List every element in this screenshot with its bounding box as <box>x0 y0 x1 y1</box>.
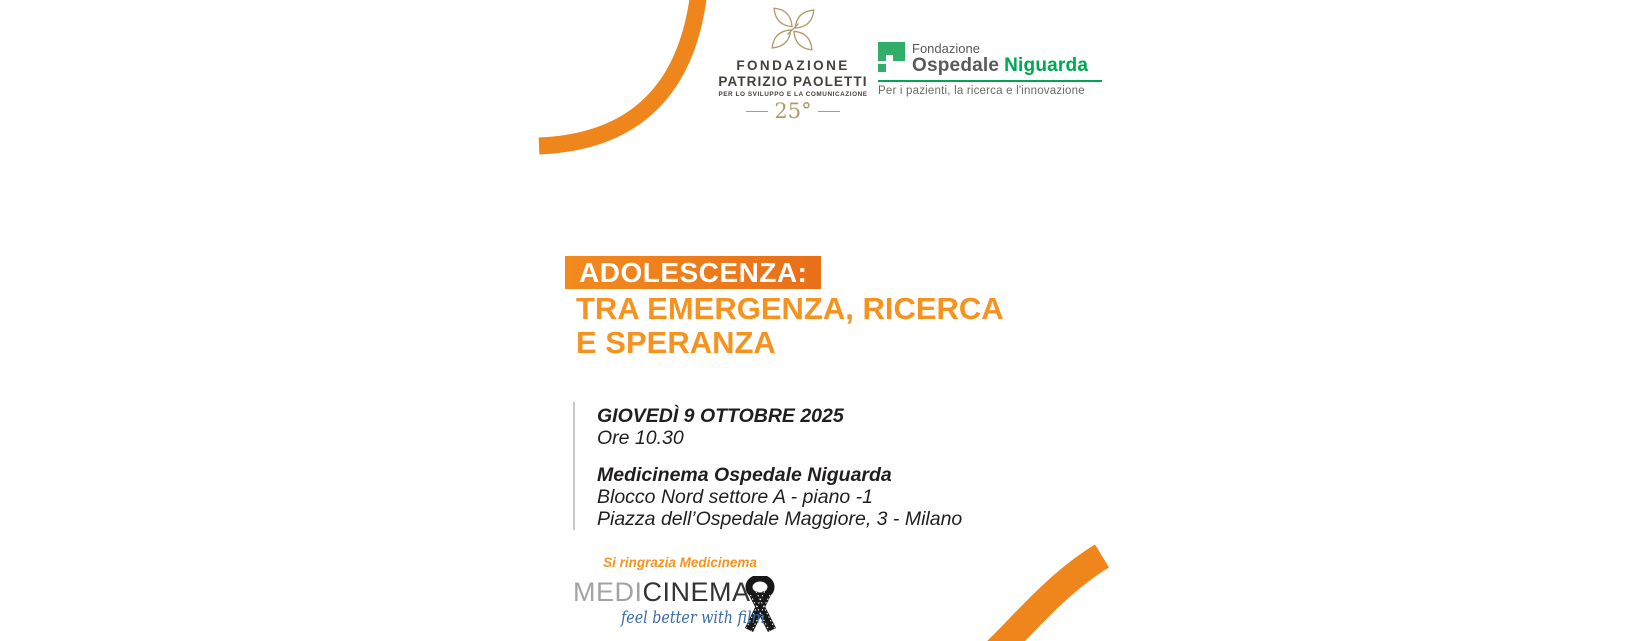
paoletti-pinwheel-icon <box>768 5 818 53</box>
anniversary-number: 25° <box>774 99 812 123</box>
event-date: GIOVEDÌ 9 OTTOBRE 2025 <box>597 405 844 427</box>
niguarda-name-green: Niguarda <box>1004 55 1089 76</box>
medicinema-wordmark-dark: CINEMA <box>642 577 751 607</box>
niguarda-divider <box>878 80 1102 82</box>
medicinema-tagline: feel better with film <box>621 608 766 628</box>
event-address-line1: Blocco Nord settore A - piano -1 <box>597 486 874 508</box>
title-highlight-text: ADOLESCENZA: <box>579 257 808 288</box>
event-time: Ore 10.30 <box>597 427 684 449</box>
anniversary-dash-left <box>746 111 768 112</box>
fondazione-niguarda-logo <box>878 42 1102 97</box>
thanks-note: Si ringrazia Medicinema <box>603 555 757 570</box>
niguarda-name <box>912 55 1088 76</box>
niguarda-hospital-icon <box>878 42 905 72</box>
paoletti-subtitle: PER LO SVILUPPO E LA COMUNICAZIONE <box>718 91 868 98</box>
medicinema-wordmark <box>573 579 751 606</box>
niguarda-tagline: Per i pazienti, la ricerca e l'innovazione <box>878 84 1085 97</box>
paoletti-name-line2: PATRIZIO PAOLETTI <box>718 74 868 89</box>
details-divider-line <box>573 402 575 530</box>
niguarda-name-gray: Ospedale <box>912 55 1000 76</box>
event-venue: Medicinema Ospedale Niguarda <box>597 464 892 486</box>
anniversary-dash-right <box>818 111 840 112</box>
title-line3: E SPERANZA <box>576 325 776 360</box>
paoletti-anniversary <box>653 99 933 123</box>
paoletti-name-line1: FONDAZIONE <box>736 58 850 73</box>
medicinema-wordmark-light: MEDI <box>573 577 643 607</box>
niguarda-over-line: Fondazione <box>912 41 980 56</box>
title-line2: TRA EMERGENZA, RICERCA <box>576 291 1004 326</box>
event-address-line2: Piazza dell’Ospedale Maggiore, 3 - Milano <box>597 508 963 530</box>
title-highlight <box>565 256 821 289</box>
